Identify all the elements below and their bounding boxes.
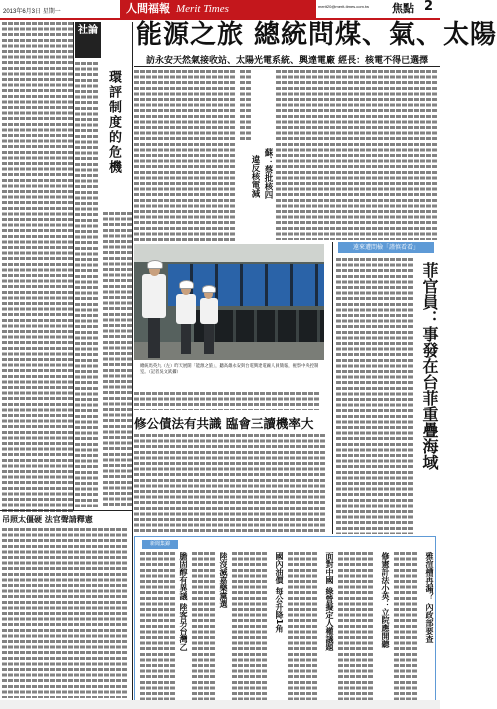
news-item-title: 修憲計法小英：立院應開聽 <box>381 552 390 648</box>
news-item-title: 雅渲槽再漏？ 內政部要查 <box>425 552 434 643</box>
photo-caption: 總統馬英九（左）昨天展開「能源之旅」，聽高雄永安與台電興達電廠人員簡報，視察中央控制室。（記者吳文欽攝） <box>140 364 319 375</box>
right-story-text <box>336 258 416 534</box>
news-collection-tag: 新聞集錦 <box>142 540 178 549</box>
brand-name-en: Merit Times <box>176 3 229 15</box>
lead-text-c <box>276 70 438 240</box>
section-rule <box>0 510 132 511</box>
editorial-title: 環評制度的危機 <box>106 70 121 175</box>
sub-headline: 違反核電減 <box>250 155 260 198</box>
news-text <box>140 552 176 700</box>
section-label: 焦點 <box>392 2 414 15</box>
lead-subhead: 訪永安天然氣接收站、太陽光電系統、興達電廠 經長：核電不得已選擇 <box>146 56 429 66</box>
person-figure <box>142 274 166 318</box>
lead-photo <box>134 244 324 360</box>
issue-date: 2013年6月3日 星期一 <box>3 9 61 15</box>
news-text <box>232 552 272 700</box>
sub-headline: 蘇：蔡批核四 <box>263 148 273 199</box>
brand-name: 人間福報 <box>126 2 170 15</box>
news-item-title: 膽固醇有異議 陸客另台灣乙 <box>179 552 188 651</box>
column-divider <box>332 242 333 534</box>
right-story-headline: 菲官員：事發在台菲重疊海域 <box>420 262 439 470</box>
right-story-tag: 遠來遭問檢「謹慎看看」 <box>338 242 434 253</box>
news-text <box>394 552 422 700</box>
left-story-text <box>2 528 130 698</box>
person-figure <box>176 294 196 324</box>
person-figure <box>200 298 218 324</box>
news-text <box>288 552 322 700</box>
column-divider <box>73 22 74 510</box>
news-item-title: 國內油價 每公升降1角 <box>275 552 284 633</box>
page-number: 2 <box>424 0 434 14</box>
contact-email: merit20@merit-times.com.tw <box>318 4 369 9</box>
left-column-text <box>2 22 72 512</box>
editorial-tag: 社論 <box>75 22 101 58</box>
news-text <box>338 552 378 700</box>
lead-text-a <box>134 70 238 242</box>
lead-text-d <box>134 392 324 410</box>
editorial-text-b <box>103 212 131 507</box>
left-story-headline: 吊照太僵硬 法官聲請釋憲 <box>2 515 93 524</box>
page-footer <box>0 700 440 709</box>
lead-headline: 能源之旅 總統問煤、氣、太陽 <box>136 20 497 50</box>
lead-text-b <box>240 70 254 142</box>
lead-rule <box>134 66 440 67</box>
news-text <box>192 552 216 700</box>
editorial-text-a <box>75 62 101 507</box>
story2-headline: 修公債法有共識 臨會三讀機率大 <box>134 416 314 431</box>
story2-text <box>134 434 330 532</box>
news-item-title: 面對中國 綠營擬定人權議題 <box>325 552 334 651</box>
column-divider <box>132 22 133 700</box>
news-item-title: 陸沒滅嘉樂黨選 <box>219 552 228 608</box>
